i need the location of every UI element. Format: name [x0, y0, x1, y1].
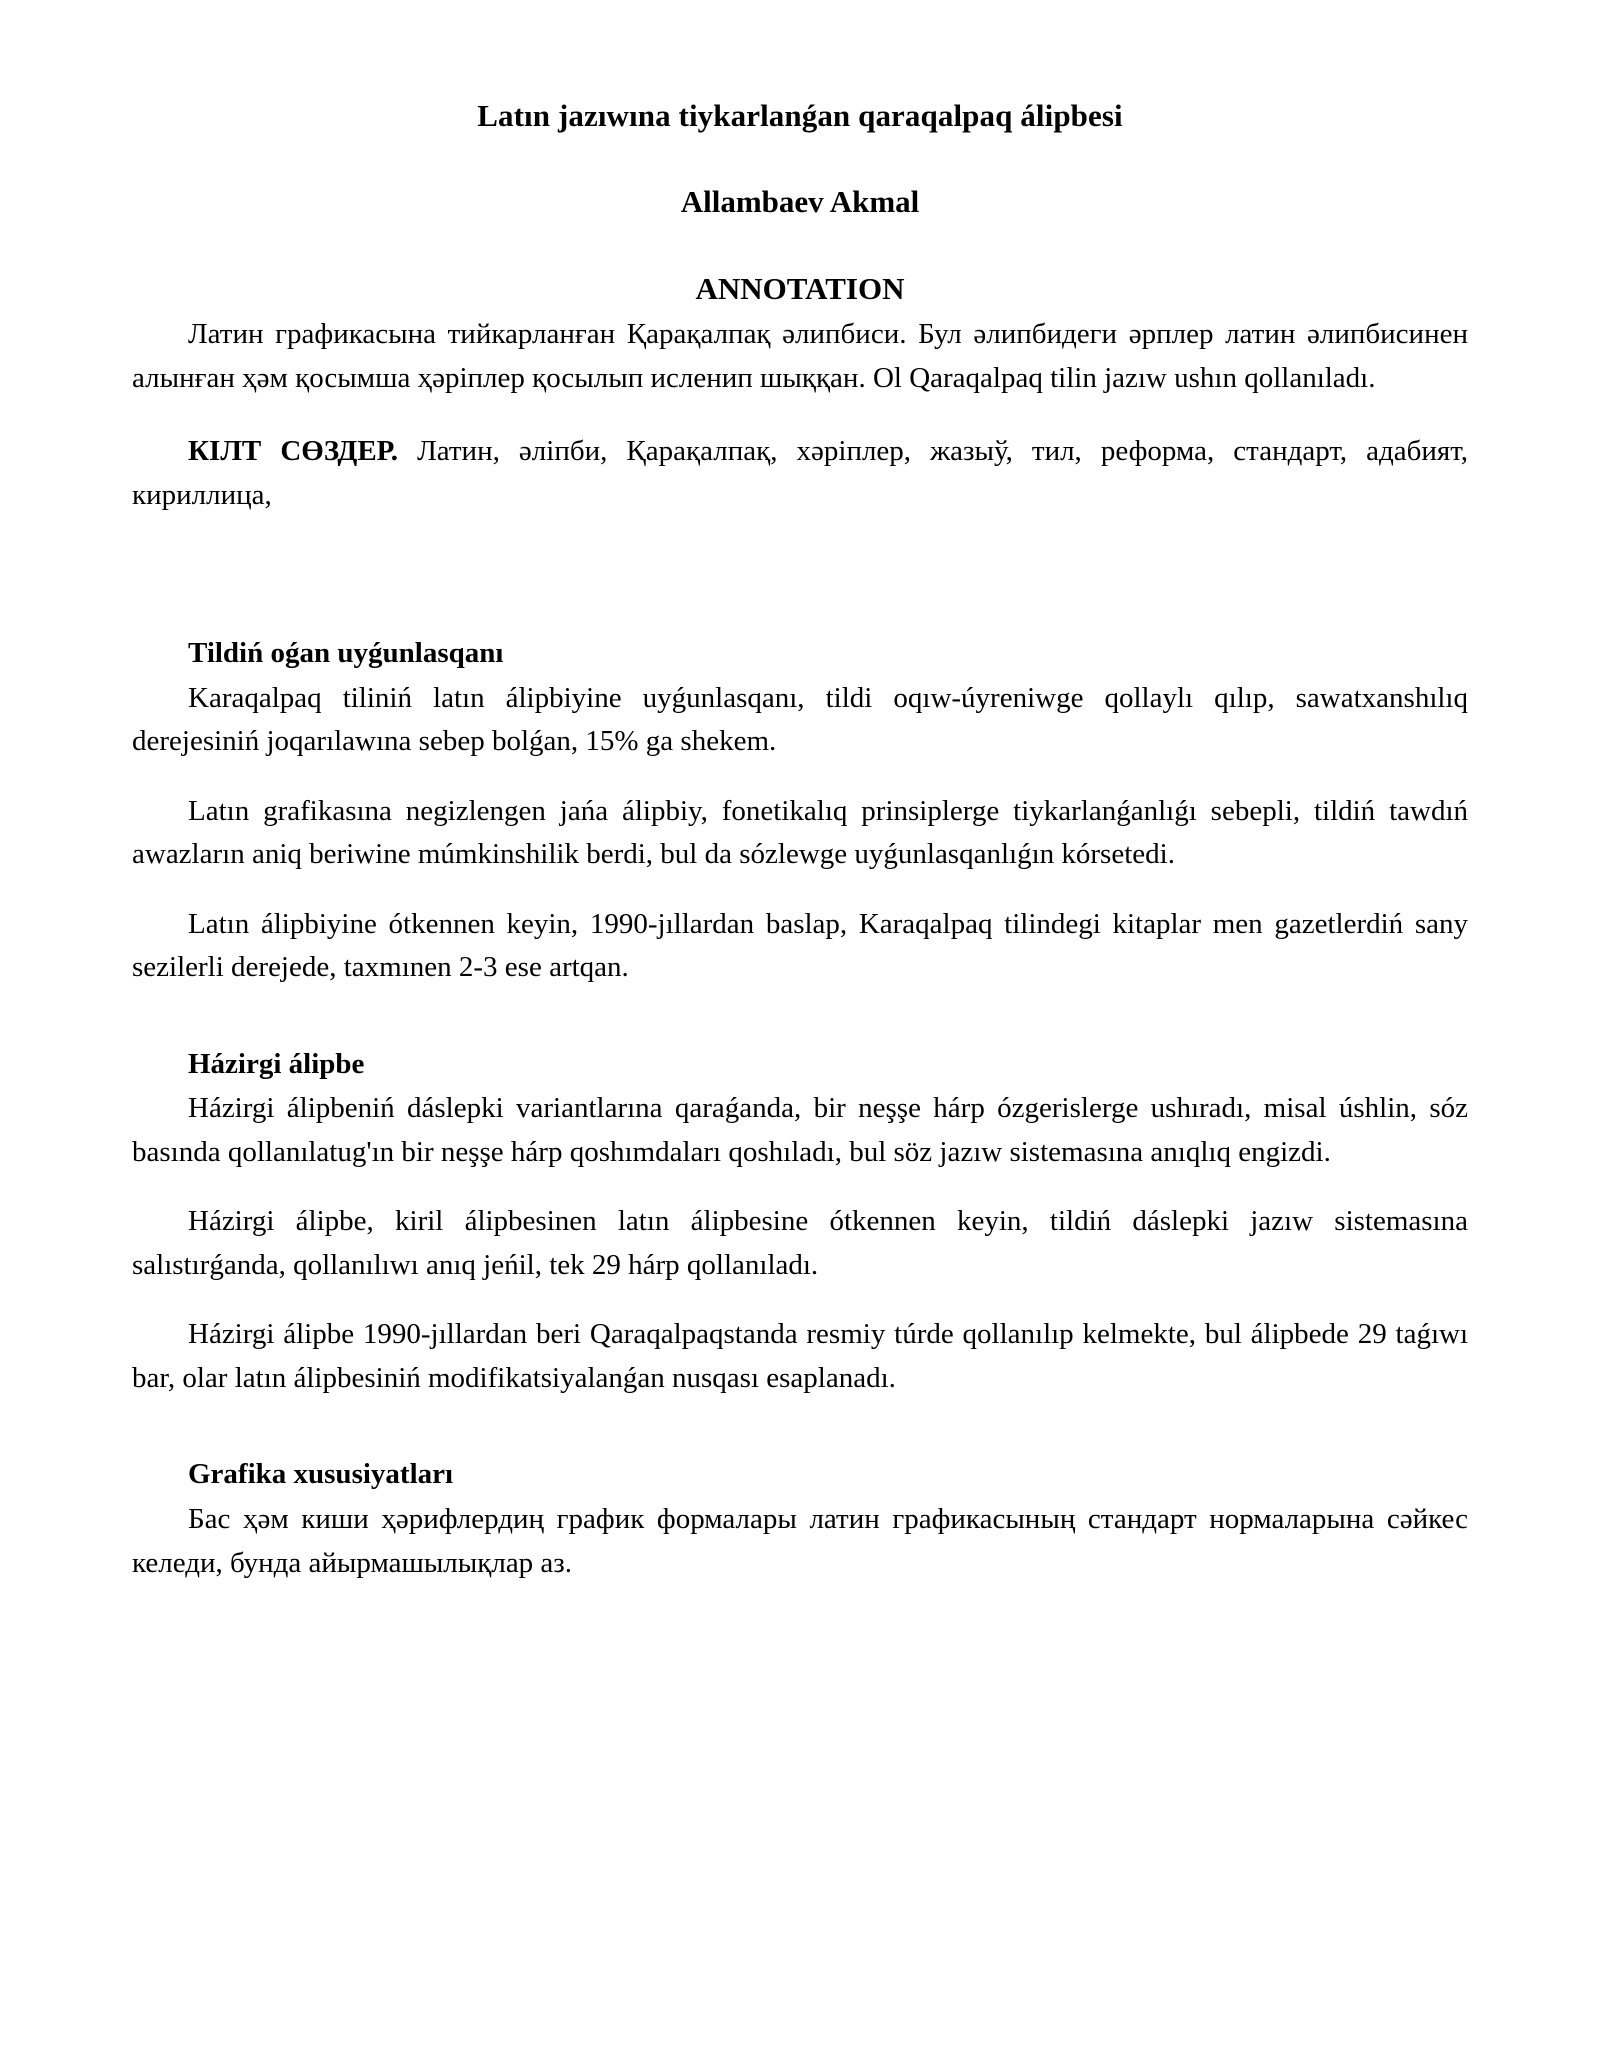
spacer: [132, 136, 1468, 182]
spacer: [132, 990, 1468, 1046]
author-name: Allambaev Akmal: [680, 183, 920, 219]
keywords-paragraph: [132, 430, 1468, 517]
spacer: [132, 221, 1468, 269]
spacer: [132, 517, 1468, 635]
section-heading-grafika: Grafika xususiyatları: [188, 1458, 454, 1491]
section-paragraph: Házirgi álipbe, kiril álipbesinen latın álipbesine ótkennen keyin, tildiń dáslepki jazıw sistemasına salıstırǵanda, qollanılıwı anıq jeńil, tek 29 hárp qollanıladı.: [132, 1205, 1468, 1281]
section-paragraph: Latın álipbiyine ótkennen keyin, 1990-jıllardan baslap, Karaqalpaq tilindegi kitaplar men gazetlerdiń sany sezilerli derejede, taxmınen 2-3 ese artqan.: [132, 907, 1468, 984]
keywords-label: КІЛТ СӨЗДЕР.: [188, 435, 399, 468]
section-heading-hazirgi-alipbe: Házirgi álipbe: [188, 1047, 365, 1080]
section-paragraph: Latın grafikasına negizlengen jańa álipbiy, fonetikalıq prinsiplerge tiykarlanǵanlıǵı sebepli, tildiń tawdıń awazların aniq beriwine múmkinshilik berdi, bul da sózlewge uyǵunlasqanlıǵın kórsetedi.: [132, 794, 1468, 871]
section-paragraph: Karaqalpaq tiliniń latın álipbiyine uyǵunlasqanı, tildi oqıw-úyreniwge qollaylı qılıp, sawatxanshılıq derejesiniń joqarılawına sebep bolǵan, 15% ga shekem.: [132, 681, 1468, 758]
spacer: [132, 877, 1468, 903]
section-paragraph: Házirgi álipbe 1990-jıllardan beri Qaraqalpaqstanda resmiy túrde qollanılıp kelmekte, bul álipbede 29 taǵıwı bar, olar latın álipbesiniń modifikatsiyalanǵan nusqası esaplanadı.: [132, 1318, 1468, 1394]
spacer: [132, 1400, 1468, 1456]
page-title: Latın jazıwına tiykarlanǵan qaraqalpaq álipbesi: [477, 98, 1123, 133]
section-heading-tildin: Tildiń oǵan uyǵunlasqanı: [188, 637, 504, 670]
spacer: [132, 764, 1468, 790]
spacer: [132, 1287, 1468, 1313]
section-paragraph: Бас ҳәм киши ҳәрифлердиң график формалары латин графикасының стандарт нормаларына сәйкес келеди, бунда айырмашылықлар аз.: [132, 1503, 1468, 1579]
spacer: [132, 400, 1468, 430]
section-paragraph: Házirgi álipbeniń dáslepki variantlarına qaraǵanda, bir neşşe hárp ózgerislerge ushıradı, misal úshlin, sóz basında qollanılatug'ın bir neşşe hárp qoshımdaları qoshıladı, bul söz jazıw sistemasına anıqlıq engizdi.: [132, 1092, 1468, 1168]
spacer: [132, 1174, 1468, 1200]
annotation-heading: ANNOTATION: [695, 271, 905, 307]
keywords-text: Латин, әліпби, Қарақалпақ, хәріплер, жазыў, тил, реформа, стандарт, адабият, кириллица,: [132, 435, 1469, 511]
annotation-paragraph: Латин графикасына тийкарланған Қарақалпақ әлипбиси. Бул әлипбидеги әрплер латин әлипбисинен алынған ҳәм қосымша ҳәріплер қосылып исленип шыққан. Ol Qaraqalpaq tilin jazıw ushın qollanıladı.: [132, 318, 1468, 394]
